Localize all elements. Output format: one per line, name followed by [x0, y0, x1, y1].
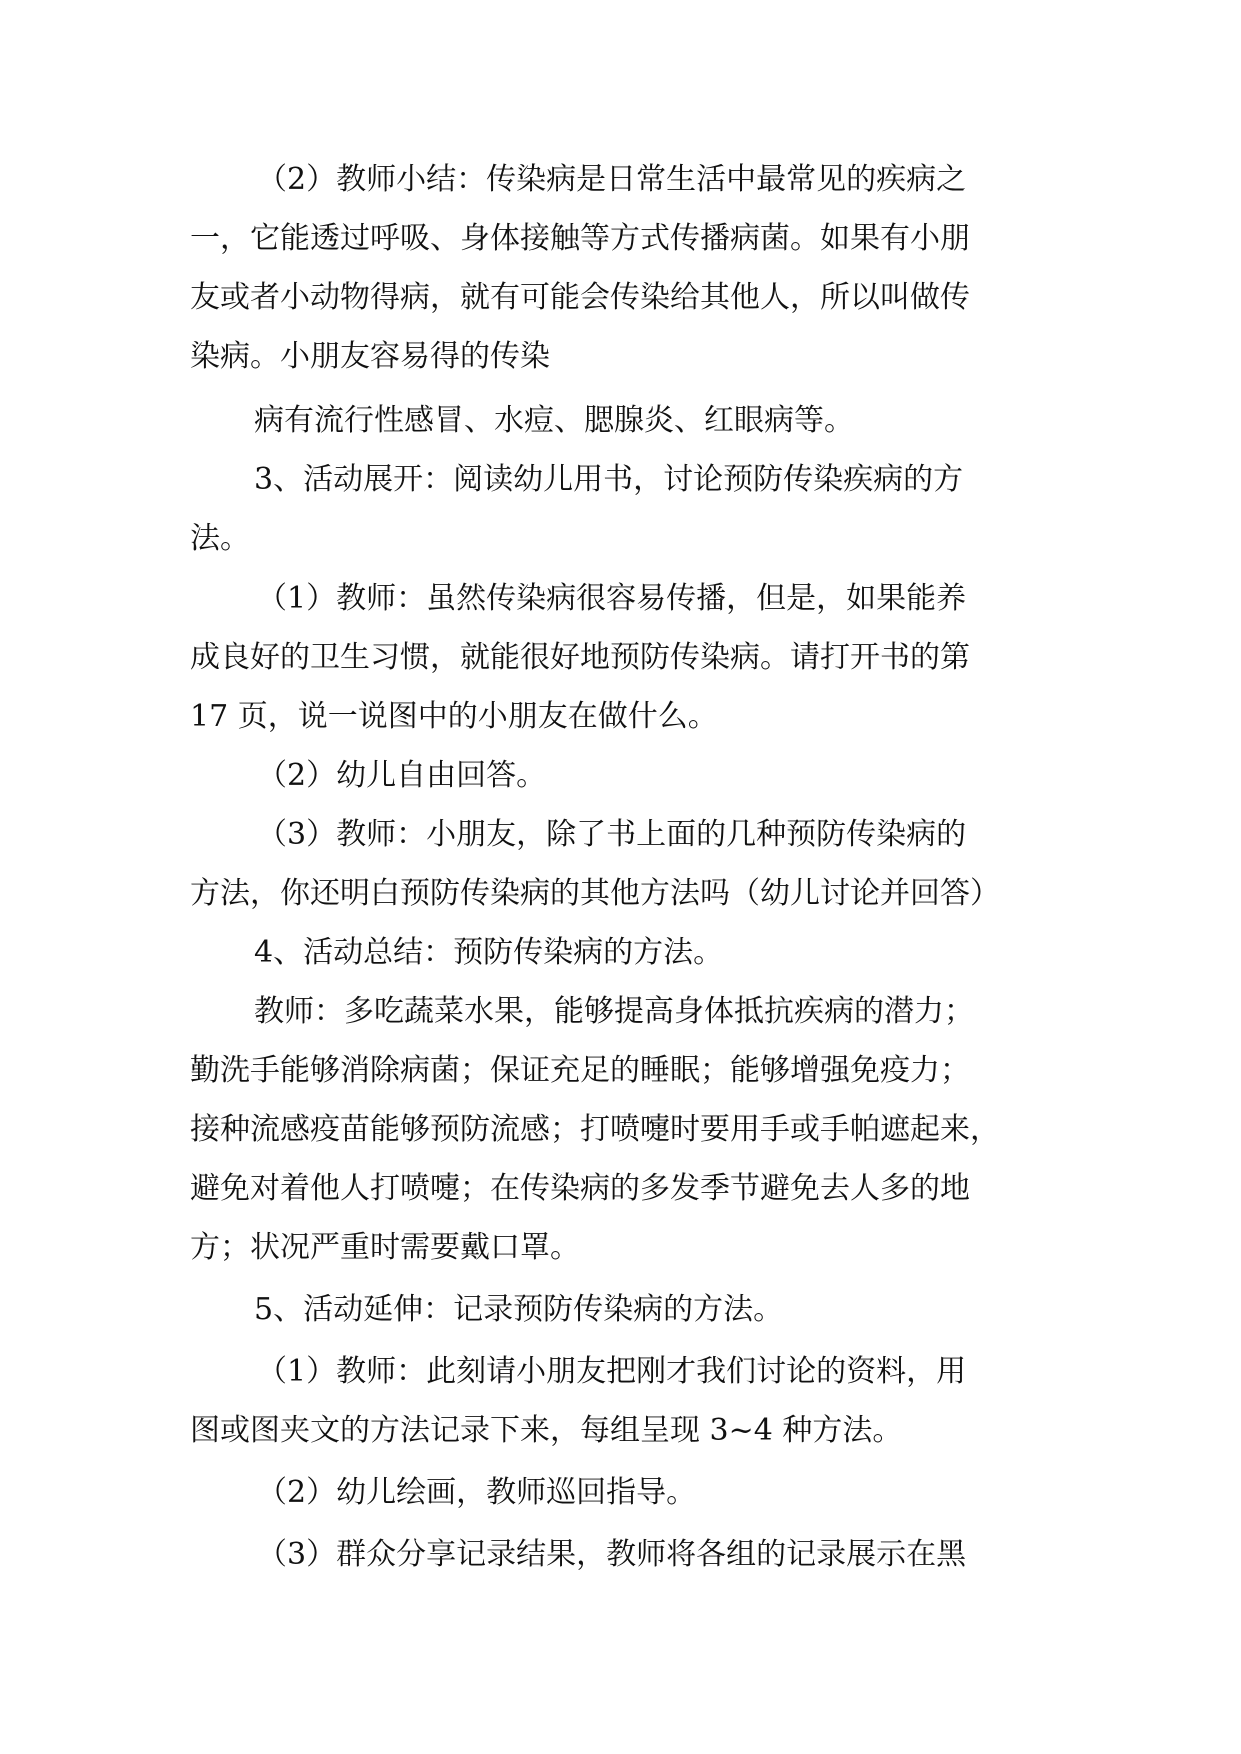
- text-line: 染病。小朋友容易得的传染: [190, 339, 550, 374]
- text-line: （3）群众分享记录结果，教师将各组的记录展示在黑: [257, 1537, 967, 1572]
- text-line: 5、活动延伸：记录预防传染病的方法。: [254, 1292, 784, 1327]
- text-line: 4、活动总结：预防传染病的方法。: [254, 935, 724, 970]
- text-line: 勤洗手能够消除病菌；保证充足的睡眠；能够增强免疫力；: [190, 1053, 970, 1088]
- text-line: （2）幼儿绘画，教师巡回指导。: [257, 1475, 697, 1510]
- text-line: 病有流行性感冒、水痘、腮腺炎、红眼病等。: [254, 403, 854, 438]
- text-line: （1）教师：此刻请小朋友把刚才我们讨论的资料，用: [257, 1354, 967, 1389]
- text-line: 友或者小动物得病，就有可能会传染给其他人，所以叫做传: [190, 280, 970, 315]
- text-line: 接种流感疫苗能够预防流感；打喷嚏时要用手或手帕遮起来，: [190, 1112, 1000, 1147]
- text-line: （3）教师：小朋友，除了书上面的几种预防传染病的: [257, 817, 967, 852]
- text-line: 教师：多吃蔬菜水果，能够提高身体抵抗疾病的潜力；: [254, 994, 974, 1029]
- text-line: 法。: [190, 521, 250, 556]
- text-line: （2）幼儿自由回答。: [257, 758, 547, 793]
- text-line: 17 页，说一说图中的小朋友在做什么。: [190, 699, 718, 734]
- text-line: 方；状况严重时需要戴口罩。: [190, 1230, 580, 1265]
- text-line: 图或图夹文的方法记录下来，每组呈现 3~4 种方法。: [190, 1413, 903, 1448]
- text-line: 3、活动展开：阅读幼儿用书，讨论预防传染疾病的方: [254, 462, 964, 497]
- text-line: 一，它能透过呼吸、身体接触等方式传播病菌。如果有小朋: [190, 221, 970, 256]
- text-line: 方法，你还明白预防传染病的其他方法吗（幼儿讨论并回答）: [190, 876, 1000, 911]
- text-line: 避免对着他人打喷嚏；在传染病的多发季节避免去人多的地: [190, 1171, 970, 1206]
- text-line: （2）教师小结：传染病是日常生活中最常见的疾病之: [257, 162, 967, 197]
- text-line: （1）教师：虽然传染病很容易传播，但是，如果能养: [257, 581, 967, 616]
- text-line: 成良好的卫生习惯，就能很好地预防传染病。请打开书的第: [190, 640, 970, 675]
